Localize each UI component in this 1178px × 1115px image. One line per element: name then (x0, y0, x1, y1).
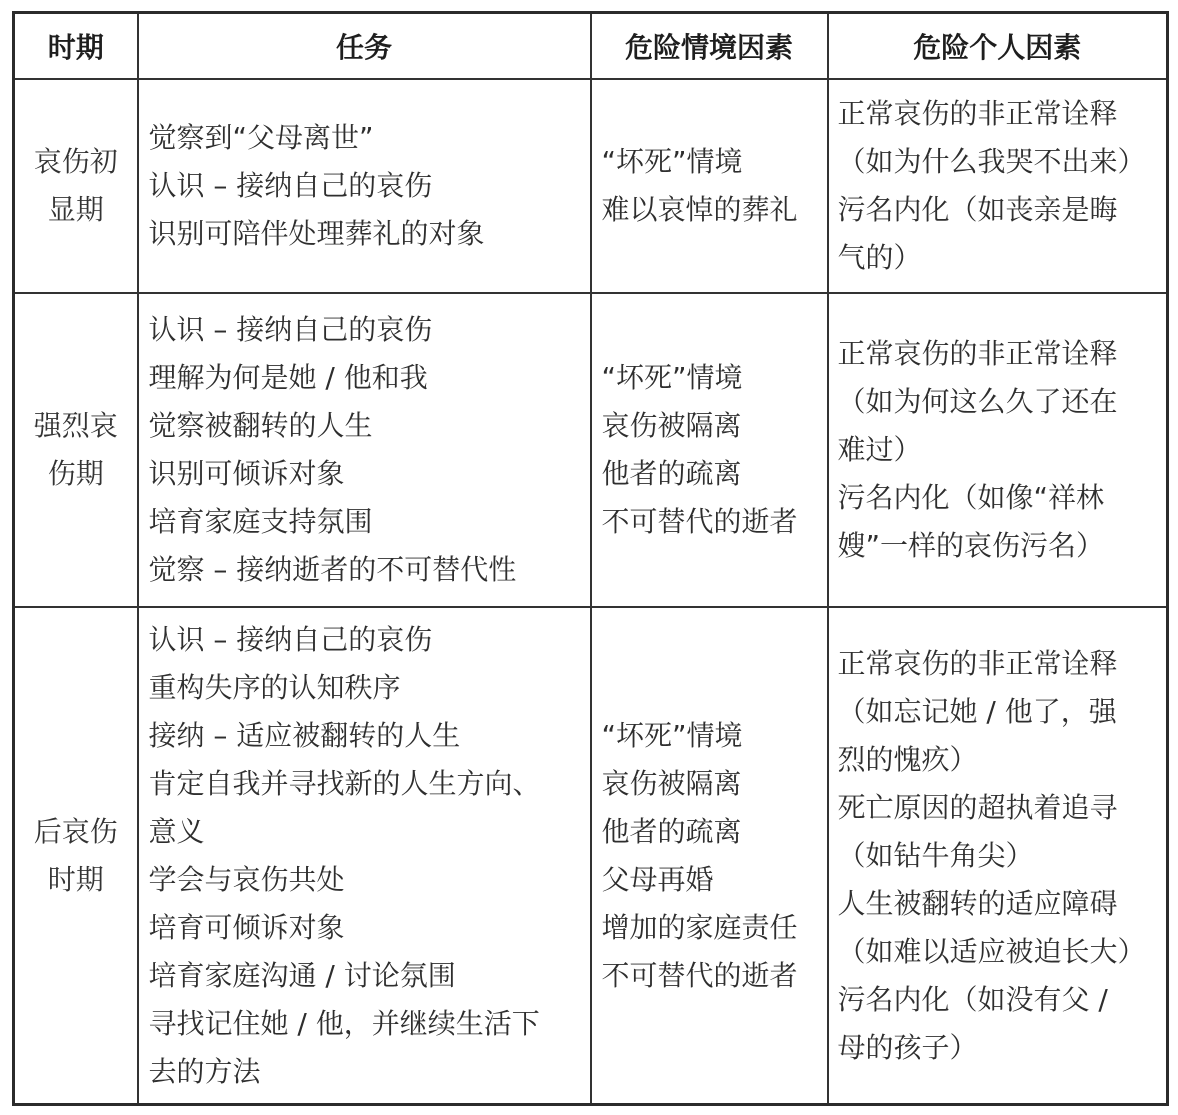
task-item: 认识 – 接纳自己的哀伤 (148, 313, 433, 346)
task-item: 识别可陪伴处理葬礼的对象 (148, 217, 485, 250)
header-period: 时期 (14, 13, 138, 80)
period-line: 后哀伤 (33, 814, 118, 848)
situational-cell (591, 607, 828, 1105)
situational-cell (591, 293, 828, 607)
situational-item: 他者的疏离 (601, 457, 742, 490)
grief-stage-table (12, 11, 1169, 1106)
period-cell (14, 607, 138, 1105)
personal-line: （如难以适应被迫长大） (837, 934, 1146, 968)
task-item: 理解为何是她 / 他和我 (148, 361, 428, 394)
situational-item: “坏死”情境 (601, 361, 743, 394)
personal-line: 正常哀伤的非正常诠释 (837, 97, 1118, 130)
task-item: 觉察被翻转的人生 (148, 409, 373, 442)
task-item: 肯定自我并寻找新的人生方向、 (148, 766, 541, 800)
situational-item: 不可替代的逝者 (601, 958, 798, 992)
task-item: 重构失序的认知秩序 (148, 670, 401, 704)
task-item: 识别可倾诉对象 (148, 457, 345, 490)
situational-item: 哀伤被隔离 (601, 409, 742, 442)
period-line: 显期 (47, 193, 104, 226)
personal-line: 难过） (837, 433, 922, 466)
period-line: 伤期 (47, 457, 104, 490)
task-item: 觉察到“父母离世” (148, 121, 374, 154)
personal-line: （如为什么我哭不出来） (837, 145, 1146, 178)
personal-line: 正常哀伤的非正常诠释 (837, 337, 1118, 370)
personal-line: （如忘记她 / 他了，强 (837, 694, 1117, 728)
tasks-cell (138, 79, 591, 293)
period-cell (14, 79, 138, 293)
task-item: 寻找记住她 / 他，并继续生活下 (148, 1006, 540, 1040)
personal-line: 人生被翻转的适应障碍 (837, 886, 1118, 920)
task-item: 去的方法 (148, 1054, 261, 1088)
situational-item: 父母再婚 (601, 862, 714, 896)
situational-item: 不可替代的逝者 (601, 505, 798, 538)
situational-item: “坏死”情境 (601, 718, 743, 752)
header-tasks: 任务 (138, 13, 591, 80)
situational-item: 哀伤被隔离 (601, 766, 742, 800)
personal-line: 污名内化（如像“祥林 (837, 481, 1105, 514)
tasks-cell (138, 607, 591, 1105)
task-item: 接纳 – 适应被翻转的人生 (148, 718, 461, 752)
personal-cell (828, 293, 1168, 607)
period-line: 哀伤初 (33, 145, 118, 178)
header-situational-risk: 危险情境因素 (591, 13, 828, 80)
personal-line: （如钻牛角尖） (837, 838, 1034, 872)
table-row (14, 79, 1168, 293)
situational-item: 他者的疏离 (601, 814, 742, 848)
task-item: 认识 – 接纳自己的哀伤 (148, 169, 433, 202)
personal-line: 气的） (837, 241, 922, 274)
task-item: 培育家庭支持氛围 (148, 505, 373, 538)
personal-cell (828, 607, 1168, 1105)
personal-line: 污名内化（如没有父 / (837, 982, 1108, 1016)
personal-line: 正常哀伤的非正常诠释 (837, 646, 1118, 680)
tasks-cell (138, 293, 591, 607)
situational-item: 增加的家庭责任 (601, 910, 798, 944)
personal-cell (828, 79, 1168, 293)
header-row (14, 13, 1168, 80)
header-personal-risk: 危险个人因素 (828, 13, 1168, 80)
table-row (14, 607, 1168, 1105)
task-item: 意义 (148, 814, 205, 848)
task-item: 觉察 – 接纳逝者的不可替代性 (148, 553, 517, 586)
personal-line: 烈的愧疚） (837, 742, 978, 776)
personal-line: 嫂”一样的哀伤污名） (837, 529, 1105, 562)
task-item: 培育家庭沟通 / 讨论氛围 (148, 958, 456, 992)
task-item: 学会与哀伤共处 (148, 862, 345, 896)
personal-line: 母的孩子） (837, 1030, 978, 1064)
personal-line: 死亡原因的超执着追寻 (837, 790, 1118, 824)
situational-item: 难以哀悼的葬礼 (601, 193, 798, 226)
task-item: 培育可倾诉对象 (148, 910, 345, 944)
task-item: 认识 – 接纳自己的哀伤 (148, 622, 433, 656)
table-row (14, 293, 1168, 607)
personal-line: （如为何这么久了还在 (837, 385, 1118, 418)
period-cell (14, 293, 138, 607)
situational-item: “坏死”情境 (601, 145, 743, 178)
situational-cell (591, 79, 828, 293)
personal-line: 污名内化（如丧亲是晦 (837, 193, 1118, 226)
period-line: 时期 (47, 862, 104, 896)
period-line: 强烈哀 (33, 409, 118, 442)
